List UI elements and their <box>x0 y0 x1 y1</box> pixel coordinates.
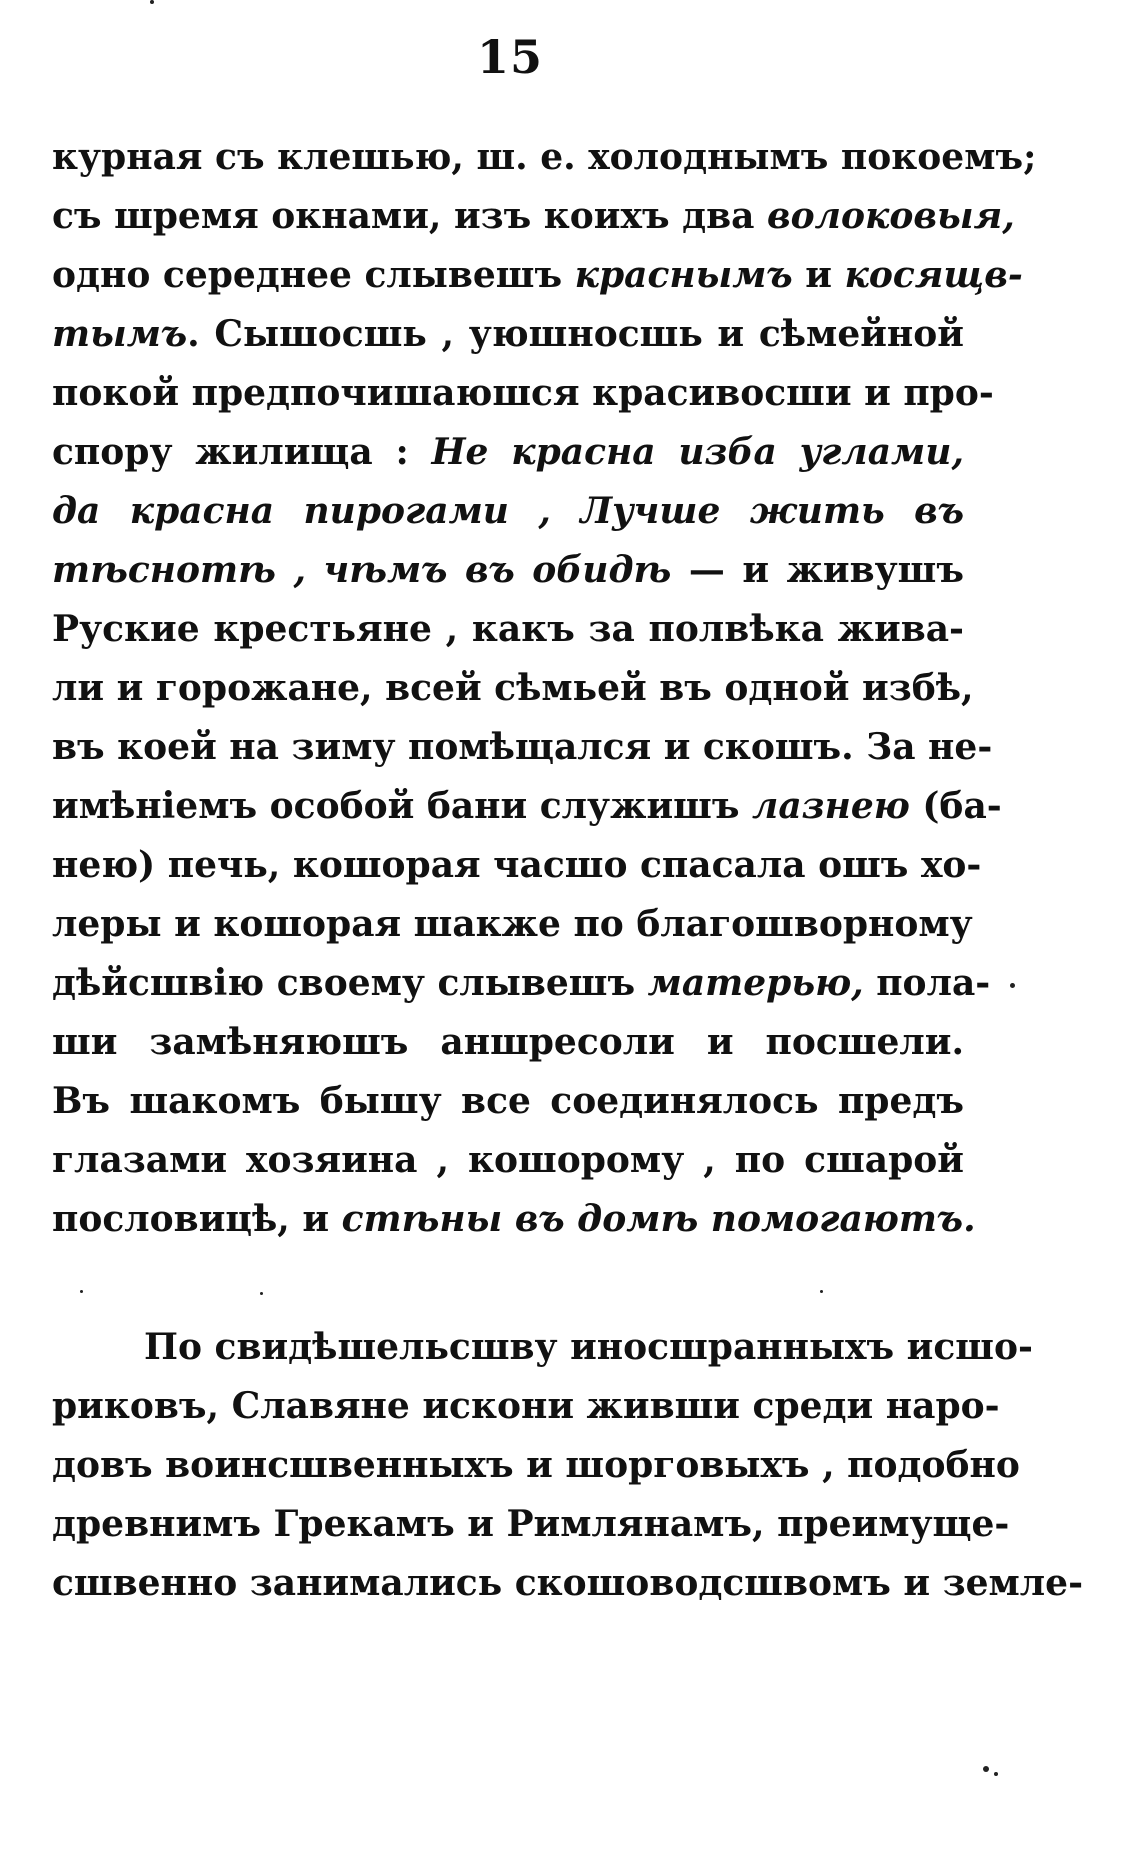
text-line <box>52 1318 1033 1377</box>
text-segment: глазами хозяина , кошорому , по сшарой <box>52 1139 964 1181</box>
scan-speck <box>820 1290 823 1293</box>
text-segment: курная съ клешью, ш. е. холоднымъ покоемъ; <box>52 136 1037 178</box>
text-line <box>52 1436 1020 1495</box>
text-line <box>52 777 1002 836</box>
text-segment: спору жилища : <box>52 431 432 473</box>
text-segment: риковъ, Славяне искони живши среди наро- <box>52 1385 1000 1427</box>
text-line <box>52 364 994 423</box>
italic-phrase: стѣны въ домѣ помогаютъ. <box>341 1198 976 1240</box>
italic-phrase: лазнею <box>752 785 910 827</box>
text-segment: въ коей на зиму помѣщался и скошъ. За не- <box>52 726 993 768</box>
text-segment: дѣйсшвiю своему слывешъ <box>52 962 648 1004</box>
text-line <box>52 1072 964 1131</box>
text-segment: пола- <box>863 962 991 1004</box>
text-segment: леры и кошорая шакже по благошворному <box>52 903 973 945</box>
scan-speck <box>150 0 154 4</box>
text-line <box>52 187 1015 246</box>
text-segment: (ба- <box>909 785 1002 827</box>
text-line <box>52 1554 1084 1613</box>
text-line <box>52 1131 964 1190</box>
text-line <box>52 541 964 600</box>
scan-speck <box>260 1292 263 1295</box>
text-segment: нею) печь, кошорая часшо спасала ошъ хо- <box>52 844 982 886</box>
text-line <box>52 128 1037 187</box>
text-line <box>52 836 982 895</box>
text-segment: имѣнiемъ особой бани служишъ <box>52 785 752 827</box>
text-segment: . Сышосшь , уюшносшь и сѣмейной <box>187 313 964 355</box>
text-segment: довъ воинсшвенныхъ и шорговыхъ , подобно <box>52 1444 1020 1486</box>
italic-phrase: Не красна изба углами, <box>431 431 964 473</box>
italic-phrase: тѣснотѣ , чѣмъ въ обидѣ <box>52 549 672 591</box>
text-line <box>52 895 973 954</box>
text-line <box>52 600 964 659</box>
text-line <box>52 305 964 364</box>
italic-phrase: краснымъ <box>574 254 793 296</box>
text-segment: ли и горожане, всей сѣмьей въ одной избѣ, <box>52 667 974 709</box>
text-line <box>52 1013 964 1072</box>
text-segment: покой предпочишаюшся красивосши и про- <box>52 372 994 414</box>
text-line <box>52 423 964 482</box>
text-line <box>52 954 991 1013</box>
text-segment: По свидѣшельсшву иносшранныхъ исшо- <box>144 1326 1033 1368</box>
text-segment: — и живушъ <box>671 549 964 591</box>
text-segment: и <box>792 254 845 296</box>
italic-phrase: тымъ <box>52 313 188 355</box>
scan-speck <box>994 1772 998 1776</box>
text-segment: сшвенно занимались скошоводсшвомъ и земле- <box>52 1562 1084 1604</box>
scan-speck <box>1010 983 1015 988</box>
text-line <box>52 1190 976 1249</box>
paragraph-2 <box>52 1318 1084 1613</box>
text-segment: одно середнее слывешъ <box>52 254 575 296</box>
text-segment: пословицѣ, и <box>52 1198 342 1240</box>
text-segment: древнимъ Грекамъ и Римлянамъ, преимуще- <box>52 1503 1010 1545</box>
italic-phrase: да красна пирогами , Лучше жить въ <box>52 490 964 532</box>
text-segment: ши замѣняюшъ аншресоли и посшели. <box>52 1021 964 1063</box>
text-line <box>52 1495 1010 1554</box>
text-line <box>52 718 993 777</box>
scan-speck <box>983 1766 989 1772</box>
italic-phrase: косящв- <box>844 254 1023 296</box>
text-line <box>52 659 974 718</box>
page-number: 15 <box>476 30 543 84</box>
text-segment: Руские крестьяне , какъ за полвѣка жива- <box>52 608 964 650</box>
paragraph-1 <box>52 128 1037 1249</box>
italic-phrase: матерью, <box>647 962 864 1004</box>
text-segment: Въ шакомъ бышу все соединялось предъ <box>52 1080 964 1122</box>
italic-phrase: волоковыя, <box>766 195 1015 237</box>
text-segment: съ шремя окнами, изъ коихъ два <box>52 195 767 237</box>
scan-speck <box>80 1290 83 1293</box>
text-line <box>52 1377 1000 1436</box>
text-line <box>52 482 964 541</box>
text-line <box>52 246 1023 305</box>
